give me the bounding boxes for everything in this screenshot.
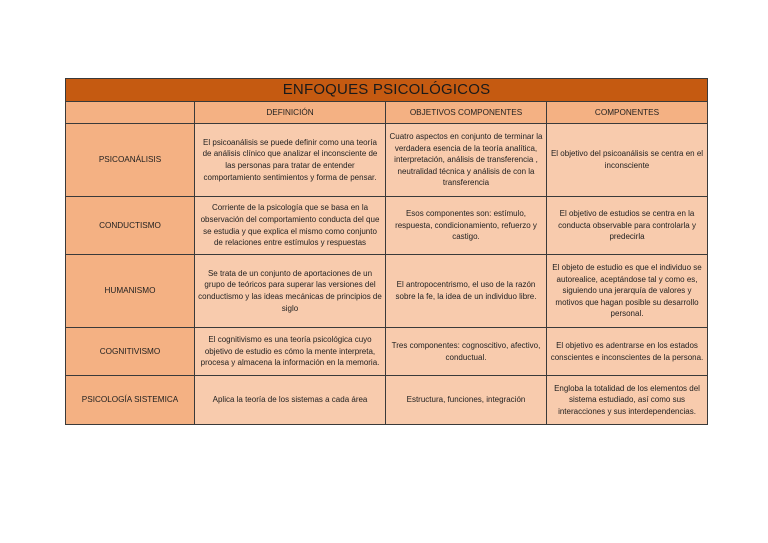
- table-row-cognitivismo: [66, 328, 708, 376]
- cell-componentes: El objetivo de estudios se centra en la conducta observable para controlarla y predecirla: [547, 197, 708, 255]
- cell-objetivos: Estructura, funciones, integración: [386, 376, 547, 425]
- header-definicion: DEFINICIÓN: [195, 102, 386, 124]
- cell-componentes: El objeto de estudio es que el individuo se autorealice, aceptándose tal y como es, siguiendo una jerarquía de valores y motivos que hagan posible su desarrollo personal.: [547, 255, 708, 328]
- header-row: [66, 102, 708, 124]
- cell-componentes: El objetivo es adentrarse en los estados conscientes e inconscientes de la persona.: [547, 328, 708, 376]
- cell-definicion: Se trata de un conjunto de aportaciones de un grupo de teóricos para superar las versiones del conductismo y las ideas mecánicas de principios de siglo: [195, 255, 386, 328]
- cell-objetivos: Tres componentes: cognoscitivo, afectivo, conductual.: [386, 328, 547, 376]
- header-objetivos: OBJETIVOS COMPONENTES: [386, 102, 547, 124]
- enfoques-table: [65, 78, 708, 425]
- row-label: PSICOANÁLISIS: [66, 124, 195, 197]
- cell-definicion: Corriente de la psicología que se basa en la observación del comportamiento conducta del que se estudia y que explica el mismo como conjunto de relaciones entre estímulos y respuestas: [195, 197, 386, 255]
- title-row: [66, 79, 708, 102]
- row-label: PSICOLOGÍA SISTEMICA: [66, 376, 195, 425]
- cell-definicion: El psicoanálisis se puede definir como una teoría de análisis clínico que analizar el inconsciente de las personas para tratar de entender comportamiento sentimientos y forma de pensar.: [195, 124, 386, 197]
- row-label: CONDUCTISMO: [66, 197, 195, 255]
- cell-definicion: Aplica la teoría de los sistemas a cada área: [195, 376, 386, 425]
- cell-objetivos: Cuatro aspectos en conjunto de terminar la verdadera esencia de la teoría analítica, interpretación, análisis de transferencia , neutralidad técnica y análisis de con la transferencia: [386, 124, 547, 197]
- cell-objetivos: El antropocentrismo, el uso de la razón sobre la fe, la idea de un individuo libre.: [386, 255, 547, 328]
- cell-objetivos: Esos componentes son: estímulo, respuesta, condicionamiento, refuerzo y castigo.: [386, 197, 547, 255]
- table-row-humanismo: [66, 255, 708, 328]
- table-row-conductismo: [66, 197, 708, 255]
- row-label: HUMANISMO: [66, 255, 195, 328]
- table-row-psicologia-sistemica: [66, 376, 708, 425]
- table-row-psicoanalisis: [66, 124, 708, 197]
- table-title: ENFOQUES PSICOLÓGICOS: [282, 81, 491, 98]
- header-corner: [66, 102, 195, 124]
- cell-definicion: El cognitivismo es una teoría psicológica cuyo objetivo de estudio es cómo la mente interpreta, procesa y almacena la información en la memoria.: [195, 328, 386, 376]
- cell-componentes: El objetivo del psicoanálisis se centra en el inconsciente: [547, 124, 708, 197]
- header-componentes: COMPONENTES: [547, 102, 708, 124]
- table-title-cell: [66, 79, 708, 102]
- cell-componentes: Engloba la totalidad de los elementos del sistema estudiado, así como sus interacciones y sus interdependencias.: [547, 376, 708, 425]
- row-label: COGNITIVISMO: [66, 328, 195, 376]
